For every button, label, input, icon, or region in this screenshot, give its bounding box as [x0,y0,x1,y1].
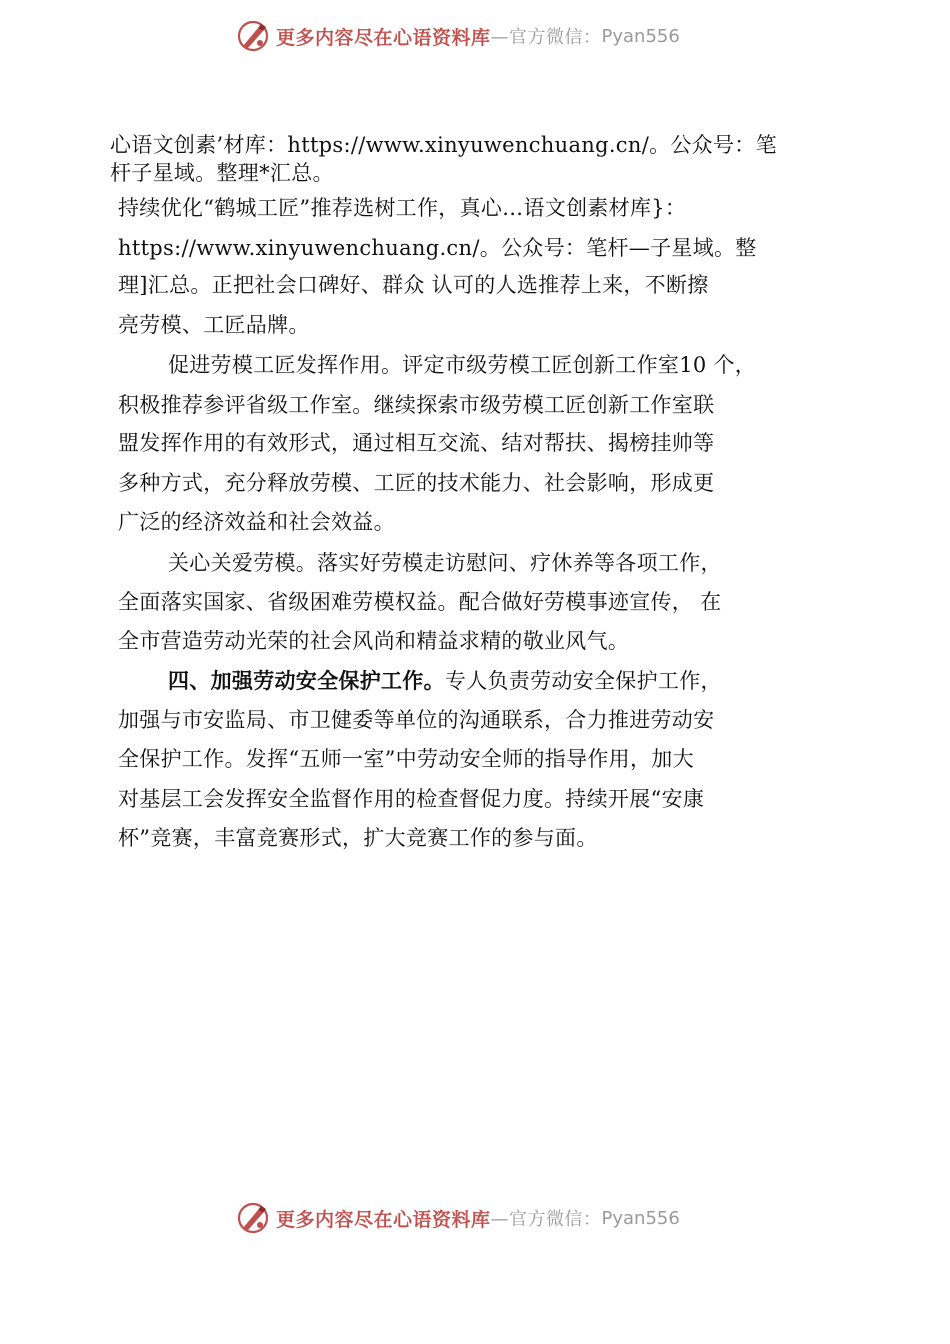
text-line: 积极推荐参评省级工作室。继续探索市级劳模工匠创新工作室联 [118,393,715,417]
text-line: 全面落实国家、省级困难劳模权益。配合做好劳模事迹宣传， 在 [118,590,722,614]
text-line: 全市营造劳动光荣的社会风尚和精益求精的敬业风气。 [118,629,630,653]
pen-logo-icon [236,1201,270,1235]
text-line: 广泛的经济效益和社会效益。 [118,510,395,534]
text-line: 对基层工会发挥安全监督作用的检查督促力度。持续开展“安康 [118,787,705,811]
text-line: 专人负责劳动安全保护工作， [444,669,722,693]
text-line: 持续优化“鹤城工匠”推荐选树工作，真心…语文创素材库}： [118,196,687,220]
text-line: 盟发挥作用的有效形式，通过相互交流、结对帮扶、揭榜挂帅等 [118,431,715,455]
text-line: 促进劳模工匠发挥作用。评定市级劳模工匠创新工作室10 个， [168,353,757,377]
text-line: 加强与市安监局、市卫健委等单位的沟通联系，合力推进劳动安 [118,708,715,732]
banner-main-text: 更多内容尽在心语资料库 [276,26,491,49]
text-line: https://www.xinyuwenchuang.cn/。公众号：笔杆—子星域。整 [118,236,757,260]
watermark-banner-bottom [236,1200,756,1236]
text-line: 杯”竞赛，丰富竞赛形式，扩大竞赛工作的参与面。 [118,826,598,850]
text-line: 全保护工作。发挥“五师一室”中劳动安全师的指导作用，加大 [118,747,694,771]
banner-main-text: 更多内容尽在心语资料库 [276,1208,491,1231]
text-line: 杆子星域。整理*汇总。 [110,161,334,185]
watermark-banner-top [236,18,756,54]
text-line: 亮劳模、工匠品牌。 [118,313,310,337]
pen-logo-icon [236,19,270,53]
banner-wechat-id: Pyan556 [601,25,680,47]
section-heading: 四、加强劳动安全保护工作。 [168,669,445,693]
text-line: 多种方式，充分释放劳模、工匠的技术能力、社会影响，形成更 [118,471,715,495]
text-line: 关心关爱劳模。落实好劳模走访慰问、疗休养等各项工作， [168,551,722,575]
text-line: 心语文创素’材库：https://www.xinyuwenchuang.cn/。公众号：笔 [110,133,777,157]
text-line: 理]汇总。正把社会口碑好、群众 认可的人选推荐上来，不断擦 [118,273,709,297]
banner-wechat-id: Pyan556 [601,1207,680,1229]
banner-separator-text: —官方微信： [490,1209,602,1230]
banner-separator-text: —官方微信： [490,27,602,48]
section-4-first-line [168,667,722,695]
